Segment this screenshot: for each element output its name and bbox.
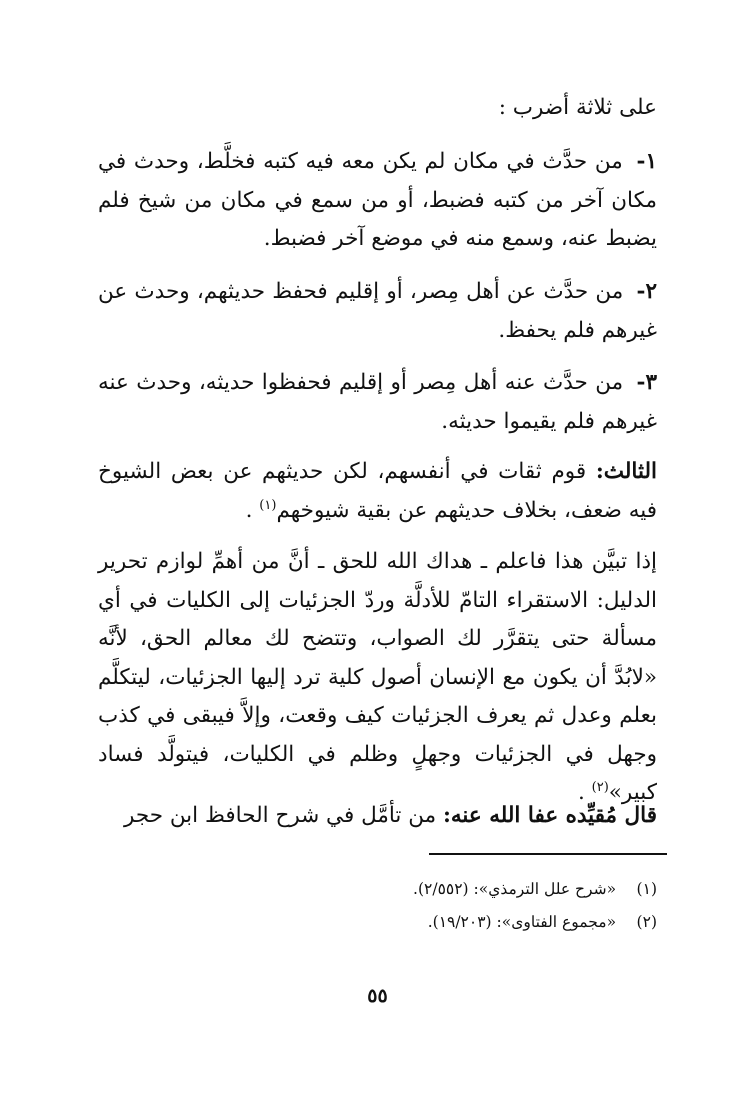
footnote-2-text: «مجموع الفتاوى»: (١٩/٢٠٣). (427, 913, 617, 931)
item-two-number: ٢- (636, 279, 657, 304)
intro-line (98, 89, 657, 128)
item-three-number: ٣- (636, 370, 658, 395)
main-paragraph (98, 543, 657, 813)
item-three-text: من حدَّث عنه أهل مِصر أو إقليم فحفظوا حديثه، وحدث عنه غيرهم فلم يقيموا حديثه. (98, 370, 657, 434)
main-end: . (577, 780, 585, 805)
footnote-ref-2[interactable]: (٢) (591, 779, 609, 795)
footnote-ref-1[interactable]: (١) (259, 497, 277, 513)
item-one-number: ١- (636, 149, 657, 174)
main-text: إذا تبيَّن هذا فاعلم ـ هداك الله للحق ـ أنَّ من أهمِّ لوازم تحرير الدليل: الاستقراء التامّ للأدلَّة وردّ الجزئيات إلى الكليات في أي مسألة حتى يتقرَّر لك الصواب، وتتضح لك معالم الحق، لأنَّه «لابُدَّ أن يكون مع الإنسان أصول كلية ترد إليها الجزئيات، ليتكلَّم بعلم وعدل ثم يعرف الجزئيات كيف وقعت، وإلاَّ فيبقى في كذب وجهل في الجزئيات وجهلٍ وظلم في الكليات، فيتولَّد فساد كبير» (98, 549, 657, 805)
third-text: قوم ثقات في أنفسهم، لكن حديثهم عن بعض الشيوخ فيه ضعف، بخلاف حديثهم عن بقية شيوخهم (98, 459, 657, 523)
item-two (98, 273, 657, 350)
footnote-separator (429, 853, 667, 855)
item-one-text: من حدَّث في مكان لم يكن معه فيه كتبه فخلَّط، وحدث في مكان آخر من كتبه فضبط، أو من سمع في مكان من شيخ فلم يضبط عنه، وسمع منه في موضع آخر فضبط. (98, 149, 657, 251)
page-number: ٥٥ (367, 985, 388, 1007)
footnote-2 (98, 910, 657, 934)
last-label: قال مُقيِّده عفا الله عنه: (442, 803, 657, 828)
third-label: الثالث: (595, 459, 657, 484)
item-three (98, 364, 657, 441)
footnote-1-text: «شرح علل الترمذي»: (٢/٥٥٢). (413, 880, 617, 898)
footnote-2-number: (٢) (636, 913, 657, 931)
third-category (98, 453, 657, 530)
third-end: . (245, 497, 253, 523)
item-one (98, 143, 657, 259)
item-two-text: من حدَّث عن أهل مِصر، أو إقليم فحفظ حديثهم، وحدث عن غيرهم فلم يحفظ. (98, 279, 657, 343)
last-paragraph (98, 797, 657, 836)
footnote-1-number: (١) (636, 880, 657, 898)
footnote-1 (98, 877, 657, 901)
last-text: من تأمَّل في شرح الحافظ ابن حجر (123, 803, 437, 828)
intro-text: على ثلاثة أضرب : (498, 95, 657, 120)
